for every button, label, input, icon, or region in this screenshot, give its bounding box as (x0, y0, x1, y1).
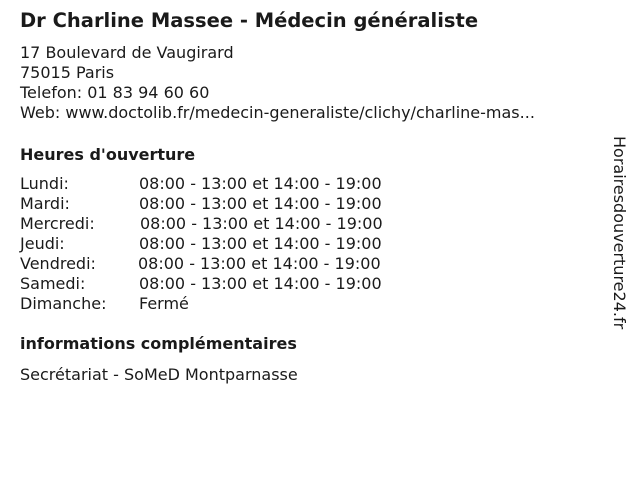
city-postcode: 75015 Paris (20, 63, 115, 82)
opening-hours-heading: Heures d'ouverture (20, 145, 196, 164)
address-block (20, 43, 535, 123)
day-hours: Fermé (139, 294, 189, 313)
page-title: Dr Charline Massee - Médecin généraliste (20, 9, 479, 32)
day-label: Vendredi: (20, 254, 96, 273)
additional-info-text: Secrétariat - SoMeD Montparnasse (20, 365, 298, 384)
day-hours: 08:00 - 13:00 et 14:00 - 19:00 (139, 274, 382, 293)
day-hours: 08:00 - 13:00 et 14:00 - 19:00 (138, 254, 381, 273)
day-label: Samedi: (20, 274, 86, 293)
day-hours: 08:00 - 13:00 et 14:00 - 19:00 (139, 194, 382, 213)
day-hours: 08:00 - 13:00 et 14:00 - 19:00 (140, 214, 383, 233)
street-address: 17 Boulevard de Vaugirard (20, 43, 234, 62)
website-link[interactable]: Web: www.doctolib.fr/medecin-generaliste/clichy/charline-mas... (20, 103, 535, 122)
day-label: Dimanche: (20, 294, 107, 313)
day-label: Mercredi: (20, 214, 95, 233)
day-hours: 08:00 - 13:00 et 14:00 - 19:00 (139, 234, 382, 253)
day-label: Mardi: (20, 194, 70, 213)
phone-number[interactable]: Telefon: 01 83 94 60 60 (20, 83, 210, 102)
site-watermark (610, 136, 632, 356)
day-label: Jeudi: (20, 234, 65, 253)
watermark-text: Horairesdouverture24.fr (610, 136, 629, 330)
day-hours: 08:00 - 13:00 et 14:00 - 19:00 (139, 174, 382, 193)
day-label: Lundi: (20, 174, 69, 193)
additional-info-heading: informations complémentaires (20, 334, 297, 353)
